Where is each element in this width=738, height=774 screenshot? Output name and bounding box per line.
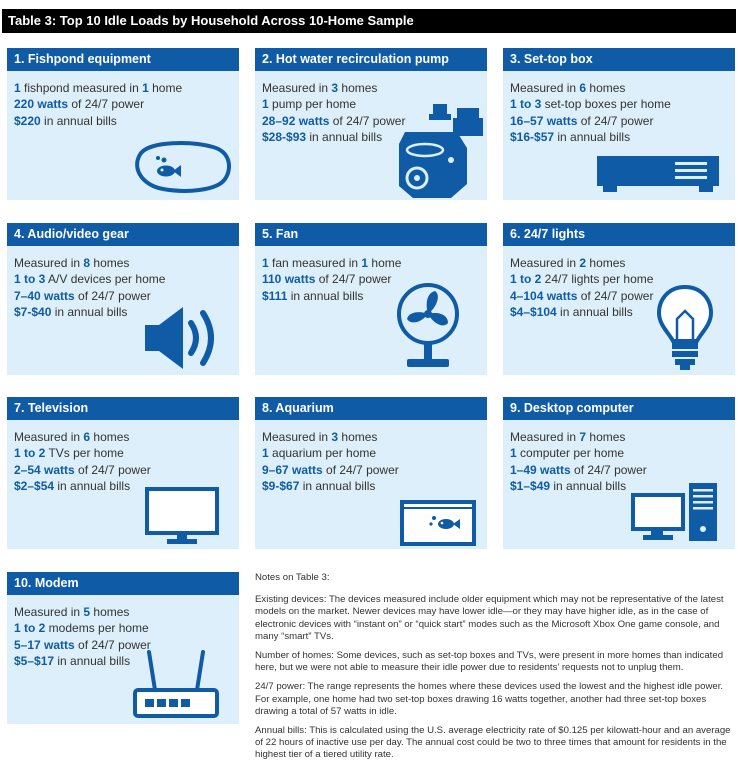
card-audio-video-gear: [7, 223, 239, 375]
line-text: homes: [338, 81, 378, 95]
card-line: [14, 462, 239, 478]
card-body: [503, 71, 735, 145]
highlight-value: 16–57 watts: [510, 113, 578, 128]
fan-icon: [395, 283, 461, 369]
line-text: of 24/7 power: [577, 288, 654, 303]
line-text: of 24/7 power: [74, 462, 151, 477]
line-text: of 24/7 power: [577, 113, 654, 128]
highlight-value: 1 to 2: [14, 621, 46, 636]
card-line: [262, 80, 487, 96]
highlight-value: 1: [262, 256, 269, 270]
highlight-value: 1 to 2: [14, 446, 46, 461]
card-title: 6. 24/7 lights: [503, 223, 735, 246]
card-title: 9. Desktop computer: [503, 397, 735, 420]
line-text: set-top boxes per home: [541, 97, 671, 112]
card-line: [14, 604, 239, 620]
line-text: of 24/7 power: [74, 288, 151, 303]
card-line: [14, 429, 239, 445]
line-text: in annual bills: [51, 304, 128, 319]
line-text: homes: [90, 256, 130, 270]
card-fishpond-equipment: [7, 48, 239, 200]
highlight-value: $220: [14, 113, 41, 128]
card-line: [14, 620, 239, 636]
card-line: [262, 429, 487, 445]
card-title: 5. Fan: [255, 223, 487, 246]
card-line: [510, 462, 735, 478]
highlight-value: 28–92 watts: [262, 113, 330, 128]
card-title: 3. Set-top box: [503, 48, 735, 71]
card-line: [14, 113, 239, 129]
line-text: computer per home: [516, 446, 625, 461]
line-text: in annual bills: [54, 653, 131, 668]
highlight-value: $28-$93: [262, 129, 307, 144]
highlight-value: $16-$57: [510, 129, 555, 144]
line-text: 24/7 lights per home: [541, 272, 654, 287]
desktop-computer-icon: [631, 483, 719, 545]
line-text: modems per home: [45, 621, 149, 636]
line-text: in annual bills: [287, 288, 364, 303]
highlight-value: $7-$40: [14, 304, 52, 319]
line-text: Measured in: [262, 430, 332, 444]
highlight-value: 2: [579, 256, 587, 270]
highlight-value: 1: [14, 81, 21, 95]
line-text: of 24/7 power: [322, 462, 399, 477]
highlight-value: 7: [579, 430, 587, 444]
line-text: homes: [586, 256, 626, 270]
highlight-value: $1–$49: [510, 478, 551, 493]
card-title: 7. Television: [7, 397, 239, 420]
card-line: [14, 288, 239, 304]
notes-title: Notes on Table 3:: [255, 572, 330, 583]
line-text: homes: [586, 81, 626, 95]
card-body: [7, 420, 239, 494]
card-line: [510, 255, 735, 271]
card-modem: [7, 572, 239, 724]
card-title: 8. Aquarium: [255, 397, 487, 420]
card-television: [7, 397, 239, 549]
aquarium-icon: [400, 500, 476, 546]
line-text: in annual bills: [556, 304, 633, 319]
fishpond-icon: [133, 139, 233, 195]
highlight-value: 110 watts: [262, 272, 316, 287]
line-text: Measured in: [14, 605, 84, 619]
highlight-value: $4–$104: [510, 304, 557, 319]
highlight-value: 5–17 watts: [14, 637, 75, 652]
set-top-box-icon: [597, 156, 719, 192]
card-line: [14, 96, 239, 112]
card-line: [510, 129, 735, 145]
card-title: 10. Modem: [7, 572, 239, 595]
line-text: of 24/7 power: [68, 97, 145, 112]
line-text: of 24/7 power: [315, 272, 392, 287]
card-desktop-computer: [503, 397, 735, 549]
line-text: in annual bills: [550, 478, 627, 493]
card-line: [510, 445, 735, 461]
highlight-value: 1: [262, 97, 269, 112]
line-text: Measured in: [510, 256, 580, 270]
card-line: [14, 271, 239, 287]
highlight-value: 1 to 3: [510, 97, 542, 112]
note-247-power: 24/7 power: The range represents the homes where these devices used the lowest and the highest idle power. For example, one home had two set-top boxes drawing 16 watts together, another had three set-top boxes drawing a total of 57 watts in idle.: [255, 681, 724, 717]
highlight-value: 1–49 watts: [510, 462, 571, 477]
line-text: in annual bills: [54, 478, 131, 493]
highlight-value: 3: [331, 430, 339, 444]
line-text: of 24/7 power: [570, 462, 647, 477]
line-text: homes: [586, 430, 626, 444]
highlight-value: 8: [83, 256, 91, 270]
line-text: Measured in: [14, 256, 84, 270]
line-text: homes: [90, 605, 130, 619]
card-title: 4. Audio/video gear: [7, 223, 239, 246]
speaker-icon: [145, 305, 221, 371]
card-line: [262, 478, 487, 494]
card-line: [262, 255, 487, 271]
highlight-value: $111: [262, 288, 288, 303]
line-text: of 24/7 power: [329, 113, 406, 128]
line-text: home: [148, 81, 183, 95]
highlight-value: 1 to 3: [14, 272, 46, 287]
line-text: TVs per home: [45, 446, 124, 461]
highlight-value: 6: [579, 81, 587, 95]
note-annual-bills: Annual bills: This is calculated using the U.S. average electricity rate of $0.125 per kilowatt-hour and an average of 22 hours of inactive use per day. The annual cost could be two to three times that amount for residents in the highest tier of a tiered utility rate.: [255, 725, 731, 761]
line-text: in annual bills: [554, 129, 631, 144]
table-title: Table 3: Top 10 Idle Loads by Household Across 10-Home Sample: [2, 9, 736, 33]
highlight-value: 1: [361, 256, 369, 270]
highlight-value: 7–40 watts: [14, 288, 75, 303]
card-title: 2. Hot water recirculation pump: [255, 48, 487, 71]
card-aquarium: [255, 397, 487, 549]
card-line: [510, 80, 735, 96]
highlight-value: 9–67 watts: [262, 462, 323, 477]
line-text: fishpond measured in: [20, 81, 143, 95]
line-text: Measured in: [510, 81, 580, 95]
highlight-value: 5: [83, 605, 91, 619]
card-fan: [255, 223, 487, 375]
card-body: [7, 71, 239, 129]
line-text: home: [368, 256, 402, 270]
line-text: aquarium per home: [268, 446, 377, 461]
highlight-value: $9-$67: [262, 478, 300, 493]
highlight-value: 1: [262, 446, 269, 461]
highlight-value: 3: [331, 81, 339, 95]
card-247-lights: [503, 223, 735, 375]
line-text: in annual bills: [40, 113, 117, 128]
line-text: A/V devices per home: [45, 272, 166, 287]
card-line: [14, 80, 239, 96]
highlight-value: 220 watts: [14, 97, 69, 112]
line-text: in annual bills: [306, 129, 383, 144]
line-text: Measured in: [510, 430, 580, 444]
highlight-value: 4–104 watts: [510, 288, 578, 303]
line-text: homes: [90, 430, 130, 444]
card-line: [14, 255, 239, 271]
highlight-value: $2–$54: [14, 478, 55, 493]
card-set-top-box: [503, 48, 735, 200]
modem-icon: [131, 648, 221, 720]
note-number-of-homes: Number of homes: Some devices, such as set-top boxes and TVs, were present in more homes than indicated here, but we were not able to measure their idle power due to residents’ requests not to unplug them.: [255, 650, 724, 674]
card-line: [262, 462, 487, 478]
notes-section: [255, 572, 733, 769]
highlight-value: 1 to 2: [510, 272, 542, 287]
line-text: Measured in: [262, 81, 332, 95]
line-text: fan measured in: [268, 256, 362, 270]
television-icon: [145, 487, 219, 547]
card-line: [262, 445, 487, 461]
highlight-value: $5–$17: [14, 653, 55, 668]
line-text: homes: [338, 430, 378, 444]
card-body: [255, 420, 487, 494]
line-text: of 24/7 power: [74, 637, 151, 652]
card-line: [14, 445, 239, 461]
light-bulb-icon: [655, 283, 715, 371]
highlight-value: 2–54 watts: [14, 462, 75, 477]
card-title: 1. Fishpond equipment: [7, 48, 239, 71]
note-existing-devices: Existing devices: The devices measured include older equipment which may not be representative of the latest models on the market. Newer devices may have lower idle—or they may have higher idle, as in the case of electronic devices with “instant on” or “quick start” modes such as the Microsoft Xbox One game console, and many “smart” TVs.: [255, 594, 724, 642]
card-hot-water-pump: [255, 48, 487, 200]
card-line: [510, 429, 735, 445]
highlight-value: 1: [510, 446, 517, 461]
pump-icon: [395, 104, 483, 198]
line-text: in annual bills: [299, 478, 376, 493]
line-text: pump per home: [268, 97, 357, 112]
highlight-value: 1: [142, 81, 149, 95]
line-text: Measured in: [14, 430, 84, 444]
card-line: [510, 113, 735, 129]
highlight-value: 6: [83, 430, 91, 444]
card-line: [510, 96, 735, 112]
